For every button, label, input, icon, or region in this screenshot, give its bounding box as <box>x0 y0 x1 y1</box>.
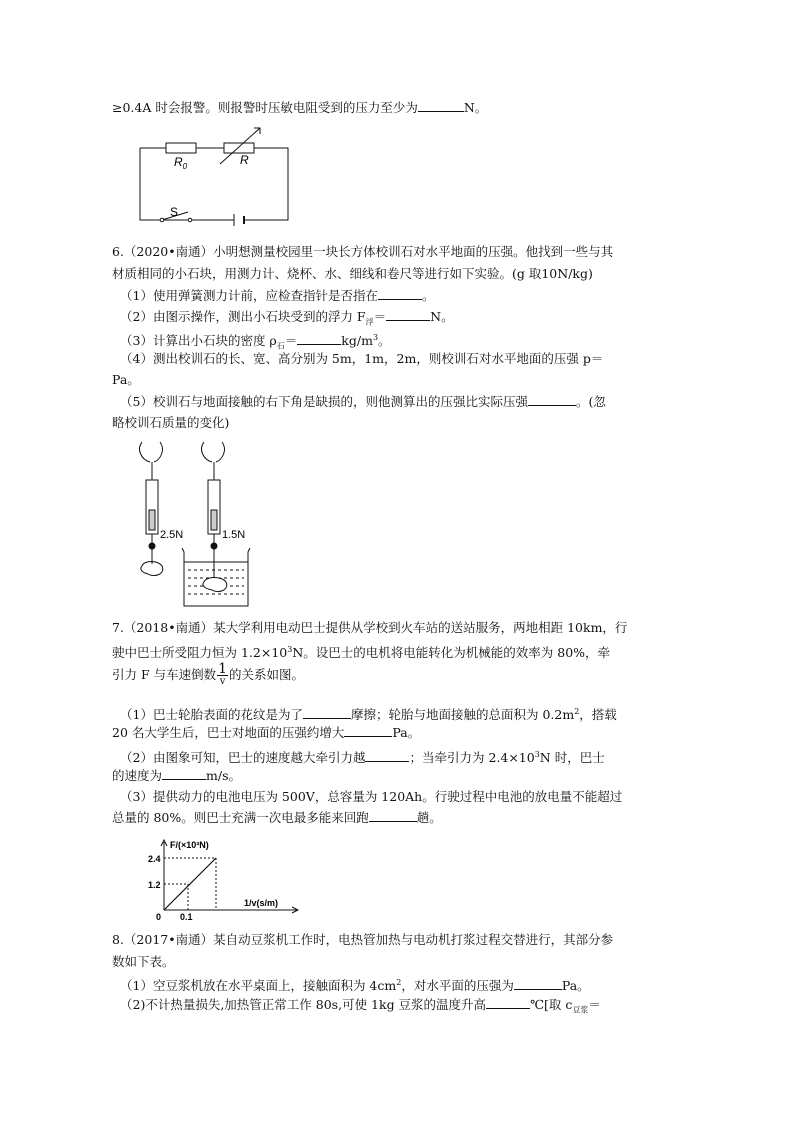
answer-blank[interactable] <box>514 976 562 990</box>
varistor-r <box>224 143 254 153</box>
y-tick-1.2: 1.2 <box>148 880 161 890</box>
q5-text: ≥0.4A 时会报警。则报警时压敏电阻受到的压力至少为 <box>112 100 418 115</box>
q6-part1: （1）使用弹簧测力计前，应检查指针是否指在 。 <box>120 288 435 303</box>
force-vs-inverse-speed-graph <box>148 836 308 920</box>
origin-label: 0 <box>156 912 162 920</box>
q8-part2: （2)不计热量损失,加热管正常工作 80s,可使 1kg 豆浆的温度升高 ℃[取 $c_{豆浆}=$ <box>120 997 601 1015</box>
q6-part5: （5）校训石与地面接触的右下角是缺损的，则他测算出的压强比实际压强 。(忽 <box>120 394 606 409</box>
q6-part3: （3）计算出小石块的密度 $\rho_石= kg/m^3$。 <box>120 333 391 351</box>
graph-line <box>164 858 216 910</box>
q6-part4-cont: Pa。 <box>112 372 140 387</box>
switch-label: S <box>170 205 179 219</box>
q7-stem-line1: 7.（2018•南通）某大学利用电动巴士提供从学校到火车站的送站服务，两地相距 10km，行 <box>112 620 628 635</box>
q6-part4: （4）测出校训石的长、宽、高分别为 5m，1m，2m，则校训石对水平地面的压强 p＝ <box>120 351 604 366</box>
q6-part2: （2）由图示操作，测出小石块受到的浮力 $F_浮= N$。 <box>120 309 454 327</box>
left-hand-icon <box>140 442 163 462</box>
q5-unit: N。 <box>463 100 488 115</box>
q7-part3: （3）提供动力的电池电压为 500V，总容量为 120Ah。行驶过程中电池的放电量不能超过 <box>120 789 623 804</box>
answer-blank[interactable] <box>386 307 430 321</box>
q7-stem-line2: 驶中巴士所受阻力恒为 $1.2\times 10^3N$。设巴士的电机将电能转化为机械能的效率为 80%，牵 <box>112 645 611 661</box>
x-axis-label: 1/v(s/m) <box>244 898 279 908</box>
q5-tail-line <box>112 98 487 118</box>
right-hand-icon <box>202 442 225 462</box>
resistor-r0 <box>166 143 196 153</box>
q7-part2: （2）由图象可知，巴士的速度越大牵引力越 ；当牵引力为 $2.4\times 10^3N$ 时，巴士 <box>120 750 605 766</box>
q8-stem-line1: 8.（2017•南通）某自动豆浆机工作时，电热管加热与电动机打浆过程交替进行，其部分参 <box>112 932 614 947</box>
answer-blank[interactable] <box>486 995 530 1009</box>
answer-blank[interactable] <box>297 331 341 345</box>
q7-part1: （1）巴士轮胎表面的花纹是为了 摩擦；轮胎与地面接触的总面积为 $0.2m^2$，搭载 <box>120 707 617 723</box>
reading-label-1: 2.5N <box>160 529 184 541</box>
y-tick-2.4: 2.4 <box>148 854 161 864</box>
q8-stem-line2: 数如下表。 <box>112 954 175 969</box>
q6-stem-line1: 6.（2020•南通）小明想测量校园里一块长方体校训石对水平地面的压强。他找到一些与其 <box>112 244 614 259</box>
r0-label: $R_0$ <box>174 155 188 171</box>
answer-blank[interactable] <box>378 286 422 300</box>
x-tick-0.1: 0.1 <box>180 912 193 920</box>
beaker <box>182 548 250 606</box>
submerged-stone <box>203 578 227 592</box>
y-axis-label: F/(×10³N) <box>170 840 209 850</box>
answer-blank[interactable] <box>528 392 576 406</box>
r-label: R <box>240 153 249 167</box>
fraction-1-over-v: $\frac{1}{v}$ <box>218 661 228 687</box>
circuit-diagram <box>136 124 296 232</box>
q6-stem-line2: 材质相同的小石块，用测力计、烧杯、水、细线和卷尺等进行如下实验。(g 取10N/kg) <box>112 266 593 281</box>
reading-label-2: 1.5N <box>222 529 246 541</box>
spring-scale-figure <box>128 440 258 610</box>
answer-blank[interactable] <box>162 766 206 780</box>
q7-part3-cont: 总量的 80%。则巴士充满一次电最多能来回跑 趟。 <box>112 810 442 825</box>
q7-stem-line3: 引力 F 与车速倒数 $\frac{1}{v}$ 的关系如图。 <box>112 661 305 687</box>
answer-blank[interactable] <box>344 723 392 737</box>
answer-blank[interactable] <box>303 705 351 719</box>
answer-blank[interactable] <box>418 98 464 112</box>
q8-part1: （1）空豆浆机放在水平桌面上，接触面积为 $4cm^2$，对水平面的压强为 Pa。 <box>120 978 590 994</box>
answer-blank[interactable] <box>369 808 417 822</box>
q7-part2-cont: 的速度为 m/s。 <box>112 768 241 783</box>
q7-part1-cont: 20 名大学生后，巴士对地面的压强约增大 Pa。 <box>112 725 421 740</box>
q6-part5-cont: 略校训石质量的变化) <box>112 415 230 430</box>
answer-blank[interactable] <box>365 748 409 762</box>
